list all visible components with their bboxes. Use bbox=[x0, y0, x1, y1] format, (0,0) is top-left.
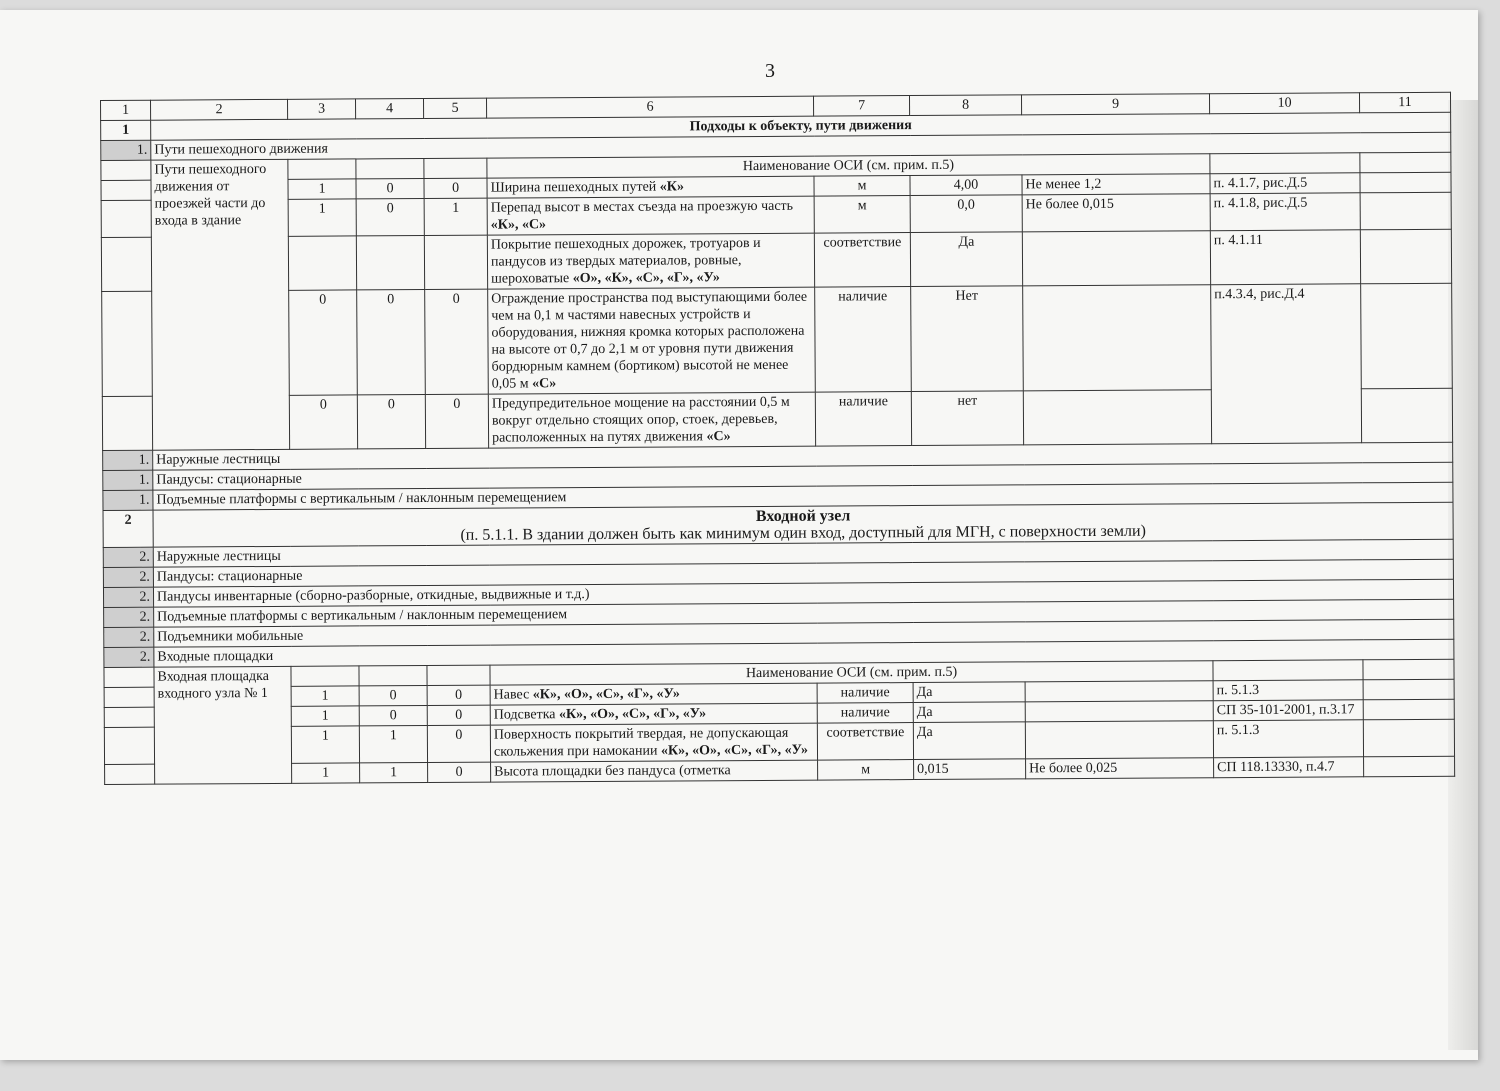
cell-value: Да bbox=[913, 722, 1025, 760]
cell-ref: п. 5.1.3 bbox=[1213, 720, 1363, 758]
cell-norm bbox=[1022, 231, 1210, 286]
page-number: 3 bbox=[765, 60, 775, 82]
empty-cell bbox=[101, 160, 151, 180]
cell-c4: 0 bbox=[356, 199, 424, 236]
group-label: Наружные лестницы bbox=[153, 539, 1453, 567]
name-text: Навес bbox=[493, 687, 533, 703]
group-label: Пандусы инвентарные (сборно-разборные, откидные, выдвижные и т.д.) bbox=[153, 579, 1453, 607]
object-label: Входная площадка входного узла № 1 bbox=[154, 666, 292, 784]
cell-c3: 1 bbox=[288, 199, 356, 236]
group-label: Подъемные платформы с вертикальным / наклонным перемещением bbox=[153, 482, 1453, 510]
empty-cell bbox=[424, 158, 487, 178]
empty-cell bbox=[104, 667, 154, 687]
cell-name bbox=[487, 196, 814, 235]
group-number: 1. bbox=[103, 470, 153, 490]
group-number: 2. bbox=[104, 627, 154, 647]
empty-cell bbox=[1210, 153, 1360, 174]
cell-c3: 0 bbox=[289, 290, 358, 395]
cell-name bbox=[491, 760, 818, 782]
empty-cell bbox=[102, 291, 153, 396]
empty-cell bbox=[101, 200, 151, 237]
cell-norm: Не более 0,025 bbox=[1026, 758, 1214, 779]
cell-unit: наличие bbox=[815, 392, 911, 447]
cell-norm bbox=[1025, 681, 1213, 702]
cell-unit: м bbox=[814, 196, 910, 234]
group-number: 1. bbox=[101, 140, 151, 160]
naming-header: Наименование ОСИ (см. прим. п.5) bbox=[490, 661, 1213, 685]
cell-ref: п.4.3.4, рис.Д.4 bbox=[1211, 284, 1362, 444]
empty-cell bbox=[427, 665, 490, 685]
cell-unit: м bbox=[814, 176, 910, 197]
cell-c3 bbox=[288, 236, 356, 290]
empty-cell bbox=[1360, 192, 1451, 230]
name-text: Высота площадки без пандуса (отметка bbox=[494, 763, 731, 780]
cell-unit: соответствие bbox=[817, 723, 913, 761]
cell-c3: 0 bbox=[289, 395, 357, 449]
empty-cell bbox=[288, 159, 356, 179]
group-label: Пандусы: стационарные bbox=[153, 462, 1453, 490]
name-codes: «К», «О», «С», «Г», «У» bbox=[660, 742, 809, 759]
group-number: 2. bbox=[104, 647, 154, 667]
cell-c5: 1 bbox=[424, 198, 487, 235]
cell-c4: 1 bbox=[359, 726, 427, 763]
cell-unit: наличие bbox=[817, 683, 913, 704]
cell-c4: 0 bbox=[357, 290, 426, 395]
cell-c3: 1 bbox=[291, 686, 359, 706]
cell-unit: наличие bbox=[817, 703, 913, 724]
cell-name bbox=[490, 723, 817, 762]
name-text: Ограждение пространства под выступающими более чем на 0,1 м частями навесных устройств и оборудования, нижняя кромка которых расположена на высоте от 0,7 до 2,1 м от уровня пути движения бордюрным камнем (бортиком) высотой не менее 0,05 м bbox=[491, 289, 808, 392]
col-num-11: 11 bbox=[1359, 92, 1450, 113]
cell-c4: 0 bbox=[356, 179, 424, 199]
section-subtitle: (п. 5.1.1. В здании должен быть как минимум один вход, доступный для МГН, с поверхности земли) bbox=[460, 522, 1146, 544]
cell-value: 0,015 bbox=[914, 759, 1026, 780]
group-label: Пути пешеходного движения bbox=[151, 132, 1451, 160]
group-label: Входные площадки bbox=[154, 639, 1454, 667]
cell-value: 4,00 bbox=[910, 175, 1022, 196]
cell-norm: Не более 0,015 bbox=[1022, 194, 1210, 232]
empty-cell bbox=[356, 159, 424, 179]
name-codes: «К», «С» bbox=[490, 217, 547, 233]
empty-cell bbox=[1360, 172, 1451, 193]
object-label: Пути пешеходного движения от проезжей части до входа в здание bbox=[151, 159, 290, 450]
group-number: 2. bbox=[103, 547, 153, 567]
col-num-2: 2 bbox=[151, 99, 288, 120]
empty-cell bbox=[1364, 756, 1455, 777]
empty-cell bbox=[1360, 229, 1451, 284]
cell-c5: 0 bbox=[427, 725, 490, 762]
table-row bbox=[101, 229, 1451, 291]
cell-norm bbox=[1025, 701, 1213, 722]
group-label: Подъемники мобильные bbox=[154, 619, 1454, 647]
cell-norm bbox=[1023, 285, 1212, 391]
naming-header: Наименование ОСИ (см. прим. п.5) bbox=[487, 154, 1210, 178]
group-label: Наружные лестницы bbox=[153, 442, 1453, 470]
empty-cell bbox=[291, 666, 359, 686]
cell-c5 bbox=[424, 235, 487, 289]
name-codes: «С» bbox=[706, 429, 731, 445]
cell-ref: п. 4.1.7, рис.Д.5 bbox=[1210, 173, 1360, 194]
group-number: 2. bbox=[103, 587, 153, 607]
empty-cell bbox=[104, 727, 154, 764]
empty-cell bbox=[104, 707, 154, 727]
cell-c3: 1 bbox=[291, 706, 359, 726]
empty-cell bbox=[1363, 719, 1454, 757]
cell-c5: 0 bbox=[425, 289, 489, 394]
cell-value: нет bbox=[911, 391, 1023, 446]
cell-c4: 0 bbox=[359, 706, 427, 726]
col-num-6: 6 bbox=[486, 96, 813, 118]
col-num-7: 7 bbox=[813, 96, 909, 117]
accessibility-table bbox=[100, 92, 1455, 785]
empty-cell bbox=[1363, 679, 1454, 700]
cell-c4: 1 bbox=[360, 763, 428, 783]
cell-c4: 0 bbox=[357, 395, 425, 449]
col-num-4: 4 bbox=[355, 99, 423, 119]
cell-norm bbox=[1023, 390, 1211, 445]
col-num-10: 10 bbox=[1209, 93, 1359, 114]
cell-name bbox=[488, 287, 816, 394]
col-num-5: 5 bbox=[423, 98, 486, 118]
table-row bbox=[102, 283, 1453, 396]
cell-c5: 0 bbox=[424, 178, 487, 198]
empty-cell bbox=[1361, 283, 1453, 389]
empty-cell bbox=[1363, 659, 1454, 680]
cell-name bbox=[487, 176, 814, 198]
col-num-9: 9 bbox=[1021, 94, 1209, 115]
col-num-1: 1 bbox=[101, 100, 151, 120]
name-text: Предупредительное мощение на расстоянии 0,5 м вокруг отдельно стоящих опор, стоек, деревьев, расположенных на путях движения bbox=[491, 394, 790, 446]
empty-cell bbox=[102, 396, 152, 450]
section-number: 1 bbox=[101, 120, 151, 140]
cell-c5: 0 bbox=[427, 705, 490, 725]
name-codes: «К», «О», «С», «Г», «У» bbox=[558, 706, 707, 723]
cell-norm: Не менее 1,2 bbox=[1022, 174, 1210, 195]
section-title: Подходы к объекту, пути движения bbox=[151, 112, 1451, 140]
col-num-3: 3 bbox=[287, 99, 355, 119]
cell-unit: наличие bbox=[815, 287, 912, 393]
section-number: 2 bbox=[103, 510, 153, 547]
empty-cell bbox=[1361, 388, 1452, 443]
cell-value: Нет bbox=[911, 286, 1024, 392]
cell-c3: 1 bbox=[288, 179, 356, 199]
cell-name bbox=[488, 392, 815, 448]
cell-c5: 0 bbox=[428, 762, 491, 782]
empty-cell bbox=[1213, 660, 1363, 681]
col-num-8: 8 bbox=[909, 95, 1021, 116]
document-table-container bbox=[100, 92, 1454, 785]
cell-value: Да bbox=[913, 682, 1025, 703]
empty-cell bbox=[1363, 699, 1454, 720]
cell-unit: м bbox=[818, 760, 914, 781]
cell-value: Да bbox=[913, 702, 1025, 723]
cell-ref: п. 4.1.11 bbox=[1210, 230, 1360, 285]
name-text: Поверхность покрытий твердая, не допускающая скольжения при намокании bbox=[493, 725, 789, 760]
cell-value: Да bbox=[910, 232, 1022, 287]
cell-c5: 0 bbox=[425, 394, 488, 448]
section-title: Входной узел bbox=[755, 507, 851, 526]
cell-name bbox=[487, 233, 814, 289]
cell-c3: 1 bbox=[291, 726, 359, 763]
empty-cell bbox=[359, 666, 427, 686]
cell-name bbox=[490, 683, 817, 705]
cell-c4: 0 bbox=[359, 686, 427, 706]
name-codes: «К» bbox=[659, 179, 684, 195]
empty-cell bbox=[101, 237, 151, 291]
cell-c4 bbox=[356, 236, 424, 290]
cell-value: 0,0 bbox=[910, 195, 1022, 233]
cell-name bbox=[490, 703, 817, 725]
group-number: 2. bbox=[104, 607, 154, 627]
cell-ref: СП 35-101-2001, п.3.17 bbox=[1213, 700, 1363, 721]
name-codes: «О», «К», «С», «Г», «У» bbox=[572, 270, 720, 287]
group-number: 1. bbox=[103, 450, 153, 470]
name-codes: «С» bbox=[532, 376, 557, 392]
empty-cell bbox=[1360, 152, 1451, 173]
cell-c3: 1 bbox=[292, 763, 360, 783]
cell-ref: СП 118.13330, п.4.7 bbox=[1214, 757, 1364, 778]
empty-cell bbox=[105, 764, 155, 784]
name-text: Подсветка bbox=[493, 707, 560, 723]
group-number: 1. bbox=[103, 490, 153, 510]
cell-c5: 0 bbox=[427, 685, 490, 705]
group-label: Подъемные платформы с вертикальным / наклонным перемещением bbox=[154, 599, 1454, 627]
empty-cell bbox=[104, 687, 154, 707]
group-label: Пандусы: стационарные bbox=[153, 559, 1453, 587]
name-text: Ширина пешеходных путей bbox=[490, 179, 660, 196]
name-codes: «К», «О», «С», «Г», «У» bbox=[532, 686, 680, 703]
cell-unit: соответствие bbox=[814, 233, 910, 288]
group-number: 2. bbox=[103, 567, 153, 587]
cell-ref: п. 5.1.3 bbox=[1213, 680, 1363, 701]
cell-norm bbox=[1025, 721, 1213, 759]
name-text: Перепад высот в местах съезда на проезжую часть bbox=[490, 198, 794, 216]
empty-cell bbox=[101, 180, 151, 200]
name-text: Покрытие пешеходных дорожек, тротуаров и пандусов из твердых материалов, ровные, шероховатые bbox=[490, 235, 761, 287]
cell-ref: п. 4.1.8, рис.Д.5 bbox=[1210, 193, 1360, 231]
